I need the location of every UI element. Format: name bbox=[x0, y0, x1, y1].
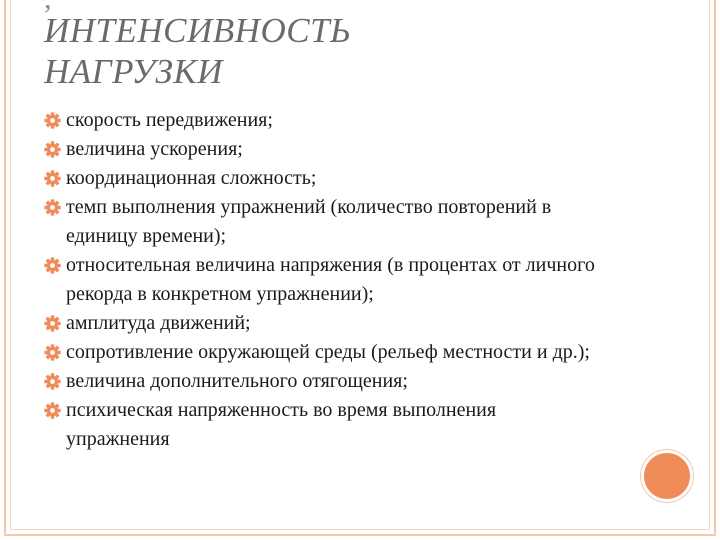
bullet-list bbox=[44, 106, 604, 454]
list-item bbox=[44, 106, 604, 135]
list-item bbox=[44, 164, 604, 193]
slide-title bbox=[44, 10, 351, 92]
title-line-2: НАГРУЗКИ bbox=[44, 52, 223, 91]
decorative-circle bbox=[641, 450, 693, 502]
title-line-1: ИНТЕНСИВНОСТЬ bbox=[44, 11, 352, 50]
gear-icon bbox=[44, 164, 66, 193]
list-item-text: сопротивление окружающей среды (рельеф местности и др.); bbox=[66, 341, 590, 363]
gear-icon bbox=[44, 251, 66, 280]
list-item-text: темп выполнения упражнений (количество повторений в единицу времени); bbox=[66, 196, 552, 247]
list-item-text: величина дополнительного отягощения; bbox=[66, 370, 408, 392]
list-item-text: координационная сложность; bbox=[66, 167, 317, 189]
list-item-text: величина ускорения; bbox=[66, 138, 243, 160]
list-item bbox=[44, 309, 604, 338]
list-item bbox=[44, 193, 604, 251]
list-item bbox=[44, 367, 604, 396]
gear-icon bbox=[44, 338, 66, 367]
list-item bbox=[44, 135, 604, 164]
list-item-text: относительная величина напряжения (в процентах от личного рекорда в конкретном упражнении); bbox=[66, 254, 595, 305]
list-item-text: психическая напряженность во время выполнения упражнения bbox=[66, 399, 497, 450]
gear-icon bbox=[44, 106, 66, 135]
gear-icon bbox=[44, 367, 66, 396]
list-item bbox=[44, 251, 604, 309]
list-item-text: скорость передвижения; bbox=[66, 109, 273, 131]
gear-icon bbox=[44, 135, 66, 164]
list-item-text: амплитуда движений; bbox=[66, 312, 251, 334]
gear-icon bbox=[44, 309, 66, 338]
gear-icon bbox=[44, 193, 66, 222]
list-item bbox=[44, 338, 604, 367]
list-item bbox=[44, 396, 604, 454]
gear-icon bbox=[44, 396, 66, 425]
